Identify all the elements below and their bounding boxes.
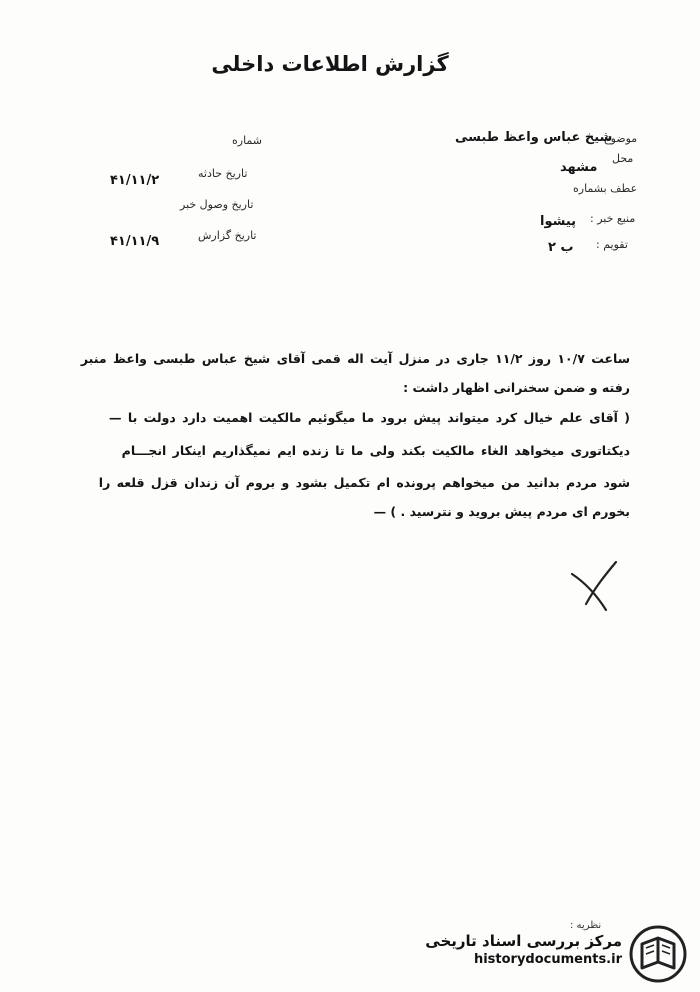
body-line-4: دیکتاتوری میخواهد الغاء مالکیت بکند ولی ما تا زنده ایم نمیگذاریم اینکار انجـــام: [121, 443, 630, 458]
evaluation-label: تقویم :: [596, 238, 628, 251]
reference-label: عطف بشماره: [573, 182, 638, 195]
incident-date-value: ۴۱/۱۱/۲: [110, 173, 160, 188]
source-label: منبع خبر :: [590, 212, 636, 225]
body-line-3: ( آقای علم خیال کرد میتواند پیش برود ما میگوئیم مالکیت اهمیت دارد دولت با —: [109, 410, 630, 425]
footnote-label: نظریه :: [570, 920, 602, 931]
report-date-value: ۴۱/۱۱/۹: [110, 234, 160, 249]
number-label: شماره: [232, 134, 263, 147]
body-line-2: رفته و ضمن سخنرانی اظهار داشت :: [403, 380, 630, 395]
location-value: مشهد: [560, 160, 598, 175]
evaluation-value: ب ۲: [548, 240, 574, 255]
receipt-date-label: تاریخ وصول خبر: [180, 198, 254, 211]
body-line-6: بخورم ای مردم پیش بروید و نترسید . ) —: [373, 504, 630, 519]
watermark-title: مرکز بررسی اسناد تاریخی: [425, 932, 622, 950]
body-line-5: شود مردم بدانید من میخواهم پرونده ام تکمیل بشود و بروم آن زندان قزل قلعه را: [98, 475, 630, 490]
handwritten-x-mark: [566, 560, 622, 612]
source-value: پیشوا: [540, 214, 577, 229]
watermark: [425, 932, 622, 967]
document-title: گزارش اطلاعات داخلی: [211, 52, 449, 76]
subject-value: شیخ عباس واعظ طبسی: [455, 130, 613, 145]
location-label: محل: [612, 152, 634, 165]
subject-label: موضوع: [604, 132, 638, 145]
watermark-url: historydocuments.ir: [473, 952, 622, 967]
archive-logo-icon: [628, 924, 688, 984]
report-date-label: تاریخ گزارش: [198, 229, 257, 242]
incident-date-label: تاریخ حادثه: [198, 167, 248, 180]
body-line-1: ساعت ۱۰/۷ روز ۱۱/۲ جاری در منزل آیت اله قمی آقای شیخ عباس طبسی واعظ منبر: [80, 351, 630, 366]
